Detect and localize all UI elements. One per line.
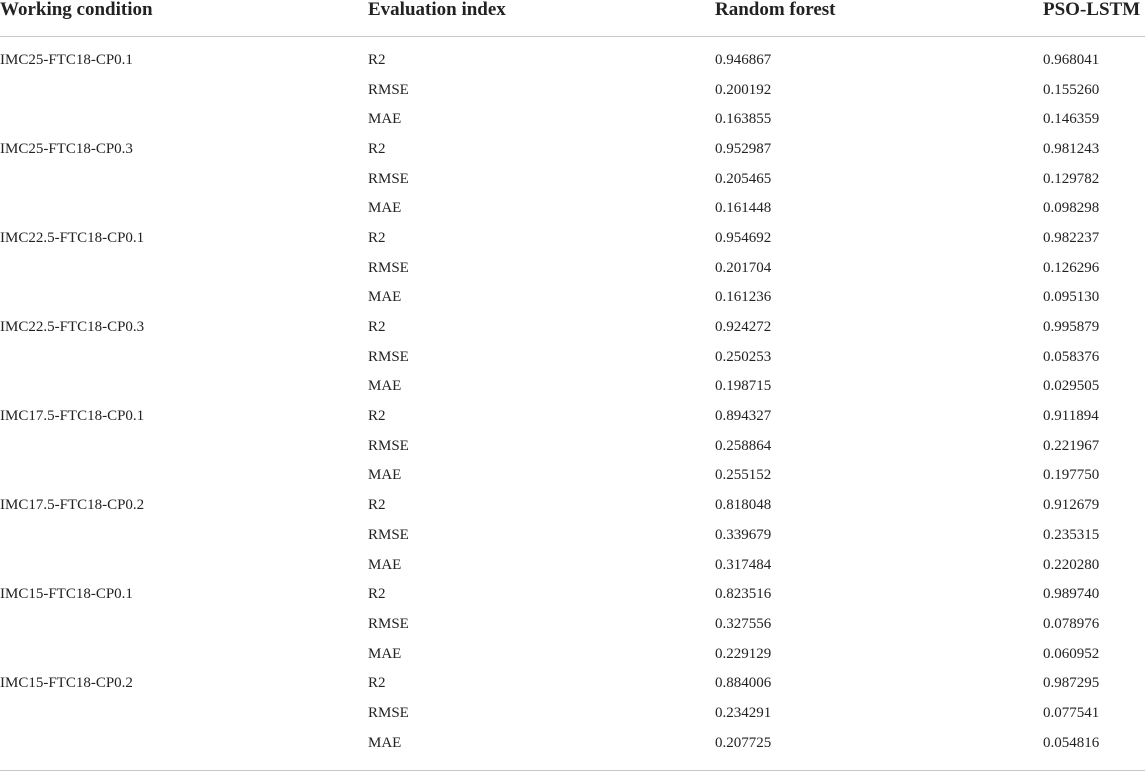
cell-pso-lstm: 0.982237 (1043, 229, 1100, 246)
table-row (0, 728, 1145, 758)
table-row (0, 639, 1145, 669)
table-row (0, 104, 1145, 134)
cell-working-condition (0, 431, 368, 461)
cell-working-condition: IMC17.5-FTC18-CP0.2 (0, 497, 145, 514)
cell-working-condition: IMC15-FTC18-CP0.1 (0, 586, 133, 603)
cell-working-condition (0, 342, 368, 372)
cell-evaluation-index: RMSE (368, 704, 409, 721)
cell-working-condition (0, 609, 368, 639)
table-row (0, 164, 1145, 194)
cell-pso-lstm: 0.197750 (1043, 467, 1100, 484)
cell-random-forest: 0.823516 (715, 586, 772, 603)
header-working-condition: Working condition (0, 0, 368, 37)
cell-random-forest: 0.207725 (715, 734, 772, 751)
table-row (0, 283, 1145, 313)
cell-random-forest: 0.894327 (715, 408, 772, 425)
cell-evaluation-index: MAE (368, 289, 402, 306)
cell-evaluation-index: R2 (368, 408, 386, 425)
cell-evaluation-index: MAE (368, 111, 402, 128)
cell-working-condition: IMC15-FTC18-CP0.2 (0, 675, 133, 692)
cell-working-condition (0, 461, 368, 491)
cell-pso-lstm: 0.155260 (1043, 81, 1100, 98)
cell-evaluation-index: MAE (368, 734, 402, 751)
cell-random-forest: 0.924272 (715, 319, 772, 336)
cell-evaluation-index: MAE (368, 645, 402, 662)
table-row (0, 550, 1145, 580)
table-row (0, 668, 1145, 698)
cell-evaluation-index: RMSE (368, 81, 409, 98)
cell-random-forest: 0.161448 (715, 200, 772, 217)
table-row (0, 490, 1145, 520)
cell-pso-lstm: 0.220280 (1043, 556, 1100, 573)
cell-evaluation-index: RMSE (368, 170, 409, 187)
table-row (0, 520, 1145, 550)
cell-random-forest: 0.198715 (715, 378, 772, 395)
cell-pso-lstm: 0.058376 (1043, 348, 1100, 365)
table-row (0, 193, 1145, 223)
cell-random-forest: 0.884006 (715, 675, 772, 692)
cell-pso-lstm: 0.060952 (1043, 645, 1100, 662)
table-body (0, 37, 1145, 758)
cell-evaluation-index: MAE (368, 200, 402, 217)
cell-random-forest: 0.818048 (715, 497, 772, 514)
cell-evaluation-index: RMSE (368, 259, 409, 276)
header-pso-lstm: PSO-LSTM (1043, 0, 1145, 37)
header-evaluation-index: Evaluation index (368, 0, 715, 37)
cell-random-forest: 0.317484 (715, 556, 772, 573)
table-row (0, 401, 1145, 431)
cell-pso-lstm: 0.221967 (1043, 437, 1100, 454)
cell-working-condition (0, 639, 368, 669)
cell-working-condition: IMC25-FTC18-CP0.1 (0, 51, 133, 68)
cell-random-forest: 0.234291 (715, 704, 772, 721)
cell-evaluation-index: R2 (368, 229, 386, 246)
cell-pso-lstm: 0.095130 (1043, 289, 1100, 306)
cell-random-forest: 0.163855 (715, 111, 772, 128)
table-row (0, 698, 1145, 728)
cell-working-condition (0, 550, 368, 580)
cell-random-forest: 0.161236 (715, 289, 772, 306)
cell-working-condition (0, 193, 368, 223)
cell-evaluation-index: R2 (368, 586, 386, 603)
cell-working-condition (0, 283, 368, 313)
cell-evaluation-index: RMSE (368, 437, 409, 454)
cell-evaluation-index: RMSE (368, 526, 409, 543)
cell-random-forest: 0.200192 (715, 81, 772, 98)
table-row (0, 253, 1145, 283)
bottom-rule (0, 770, 1145, 771)
cell-pso-lstm: 0.968041 (1043, 51, 1100, 68)
cell-random-forest: 0.952987 (715, 140, 772, 157)
table-row (0, 75, 1145, 105)
cell-working-condition: IMC22.5-FTC18-CP0.3 (0, 319, 145, 336)
cell-working-condition: IMC17.5-FTC18-CP0.1 (0, 408, 145, 425)
cell-pso-lstm: 0.098298 (1043, 200, 1100, 217)
cell-pso-lstm: 0.912679 (1043, 497, 1100, 514)
table-row (0, 579, 1145, 609)
cell-evaluation-index: MAE (368, 467, 402, 484)
cell-working-condition (0, 75, 368, 105)
table-row (0, 372, 1145, 402)
cell-working-condition: IMC25-FTC18-CP0.3 (0, 140, 133, 157)
table-row (0, 461, 1145, 491)
cell-evaluation-index: R2 (368, 497, 386, 514)
table-row (0, 312, 1145, 342)
cell-evaluation-index: R2 (368, 51, 386, 68)
cell-pso-lstm: 0.911894 (1043, 408, 1099, 425)
cell-random-forest: 0.250253 (715, 348, 772, 365)
table-row (0, 223, 1145, 253)
cell-working-condition (0, 253, 368, 283)
cell-random-forest: 0.954692 (715, 229, 772, 246)
cell-pso-lstm: 0.054816 (1043, 734, 1100, 751)
cell-random-forest: 0.258864 (715, 437, 772, 454)
cell-pso-lstm: 0.995879 (1043, 319, 1100, 336)
table-row (0, 609, 1145, 639)
cell-working-condition (0, 164, 368, 194)
cell-pso-lstm: 0.126296 (1043, 259, 1100, 276)
cell-working-condition (0, 698, 368, 728)
cell-pso-lstm: 0.981243 (1043, 140, 1100, 157)
cell-random-forest: 0.946867 (715, 51, 772, 68)
cell-pso-lstm: 0.989740 (1043, 586, 1100, 603)
table-row (0, 342, 1145, 372)
cell-evaluation-index: MAE (368, 556, 402, 573)
cell-working-condition (0, 104, 368, 134)
cell-evaluation-index: RMSE (368, 348, 409, 365)
table-row (0, 134, 1145, 164)
header-random-forest: Random forest (715, 0, 1043, 37)
cell-pso-lstm: 0.078976 (1043, 615, 1100, 632)
table-row (0, 37, 1145, 75)
cell-random-forest: 0.229129 (715, 645, 772, 662)
cell-evaluation-index: R2 (368, 140, 386, 157)
cell-pso-lstm: 0.987295 (1043, 675, 1100, 692)
cell-random-forest: 0.339679 (715, 526, 772, 543)
cell-random-forest: 0.201704 (715, 259, 772, 276)
cell-evaluation-index: RMSE (368, 615, 409, 632)
cell-random-forest: 0.205465 (715, 170, 772, 187)
cell-working-condition: IMC22.5-FTC18-CP0.1 (0, 229, 145, 246)
cell-pso-lstm: 0.077541 (1043, 704, 1100, 721)
cell-pso-lstm: 0.146359 (1043, 111, 1100, 128)
cell-working-condition (0, 728, 368, 758)
cell-working-condition (0, 372, 368, 402)
cell-random-forest: 0.327556 (715, 615, 772, 632)
cell-pso-lstm: 0.029505 (1043, 378, 1100, 395)
cell-pso-lstm: 0.235315 (1043, 526, 1100, 543)
cell-evaluation-index: R2 (368, 675, 386, 692)
cell-pso-lstm: 0.129782 (1043, 170, 1100, 187)
cell-evaluation-index: R2 (368, 319, 386, 336)
cell-evaluation-index: MAE (368, 378, 402, 395)
cell-random-forest: 0.255152 (715, 467, 772, 484)
table-header (0, 0, 1145, 37)
cell-working-condition (0, 520, 368, 550)
header-row (0, 0, 1145, 37)
table-row (0, 431, 1145, 461)
